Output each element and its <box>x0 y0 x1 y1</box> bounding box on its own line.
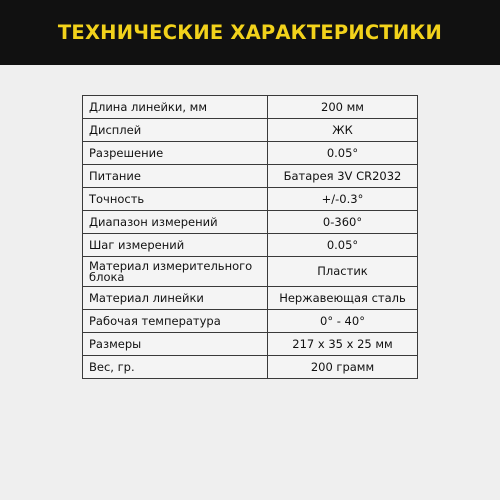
table-row <box>83 96 418 119</box>
spec-label: Материал измерительного блока <box>83 257 268 287</box>
table-row <box>83 310 418 333</box>
spec-label: Разрешение <box>83 142 268 165</box>
table-row <box>83 356 418 379</box>
table-row <box>83 142 418 165</box>
table-row <box>83 257 418 287</box>
spec-label: Размеры <box>83 333 268 356</box>
spec-label: Длина линейки, мм <box>83 96 268 119</box>
table-row <box>83 287 418 310</box>
spec-label: Рабочая температура <box>83 310 268 333</box>
spec-value: 200 грамм <box>268 356 418 379</box>
spec-value: 0-360° <box>268 211 418 234</box>
spec-value: ЖК <box>268 119 418 142</box>
table-row <box>83 211 418 234</box>
spec-label: Диапазон измерений <box>83 211 268 234</box>
spec-value: 0.05° <box>268 142 418 165</box>
spec-value: 0.05° <box>268 234 418 257</box>
header-banner <box>0 0 500 65</box>
table-row <box>83 188 418 211</box>
spec-value: 217 x 35 x 25 мм <box>268 333 418 356</box>
page-title: ТЕХНИЧЕСКИЕ ХАРАКТЕРИСТИКИ <box>57 21 443 44</box>
spec-label: Дисплей <box>83 119 268 142</box>
spec-label: Точность <box>83 188 268 211</box>
spec-value: Нержавеющая сталь <box>268 287 418 310</box>
spec-label: Питание <box>83 165 268 188</box>
spec-label: Шаг измерений <box>83 234 268 257</box>
table-row <box>83 165 418 188</box>
spec-label: Вес, гр. <box>83 356 268 379</box>
spec-label: Материал линейки <box>83 287 268 310</box>
spec-value: Пластик <box>268 257 418 287</box>
table-row <box>83 119 418 142</box>
specs-table <box>82 95 418 379</box>
spec-value: 0° - 40° <box>268 310 418 333</box>
table-row <box>83 333 418 356</box>
table-row <box>83 234 418 257</box>
spec-value: 200 мм <box>268 96 418 119</box>
spec-value: +/-0.3° <box>268 188 418 211</box>
spec-value: Батарея 3V CR2032 <box>268 165 418 188</box>
